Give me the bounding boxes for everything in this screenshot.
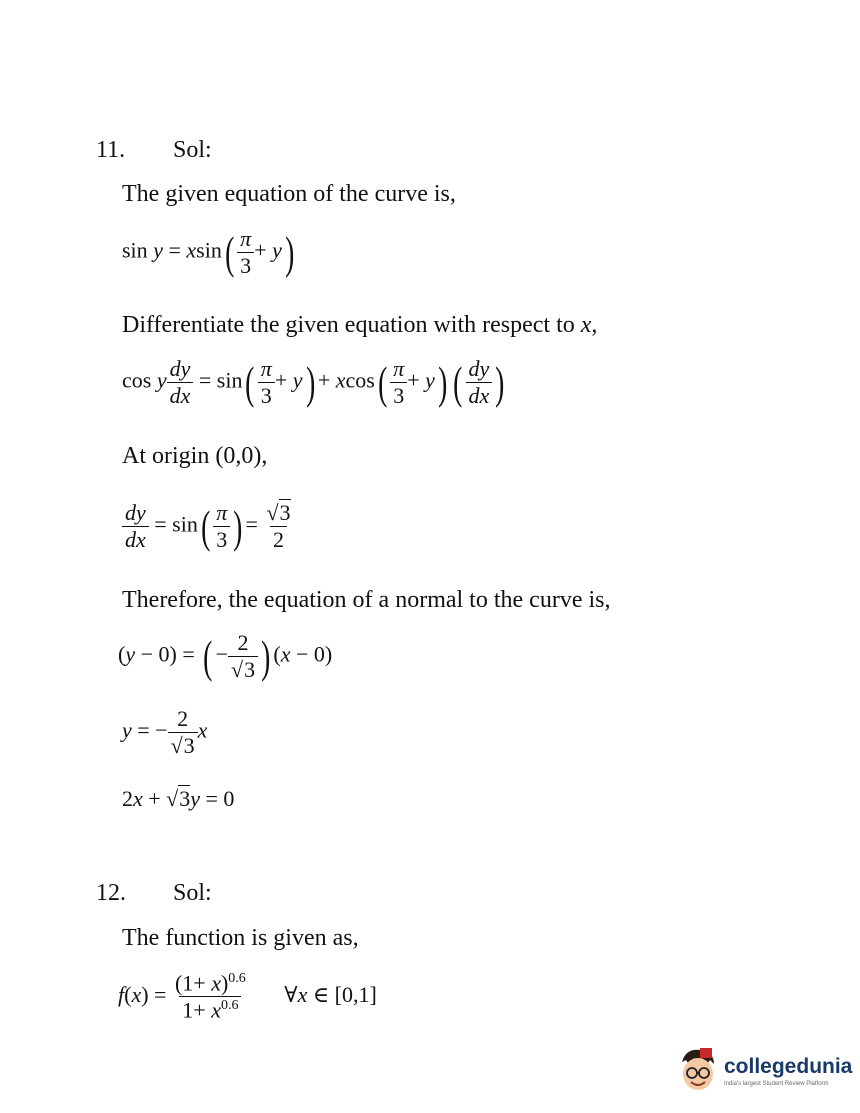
function-text: The function is given as, bbox=[122, 925, 359, 951]
sol-label-12: Sol: bbox=[173, 880, 212, 906]
equation-slope: $\frac{dy}{dx}$ = sin( $\frac{\pi}{3}$ ) = $\frac{√3}{2}$ bbox=[122, 502, 294, 551]
given-curve-text: The given equation of the curve is, bbox=[122, 181, 456, 207]
equation-normal: (y − 0) = ( − $\frac{2}{√3}$ ) (x − 0) bbox=[118, 630, 333, 682]
question-number-12: 12. bbox=[96, 880, 126, 906]
therefore-text: Therefore, the equation of a normal to the curve is, bbox=[122, 587, 611, 613]
logo-tagline: India's largest Student Review Platform bbox=[724, 1081, 829, 1087]
differentiate-text: Differentiate the given equation with respect to x, bbox=[122, 312, 598, 338]
question-number-11: 11. bbox=[96, 137, 126, 163]
logo-brand: collegedunia bbox=[724, 1055, 853, 1078]
equation-derivative: cos y $\frac{dy}{dx}$ = sin( $\frac{\pi}{3}$ + y) + xcos( $\frac{\pi}{3}$ + y) ( $\frac{dy}{dx}$ ) bbox=[122, 356, 505, 408]
origin-text: At origin (0,0), bbox=[122, 443, 268, 469]
equation-curve: sin y = xsin( $\frac{\pi}{3}$ + y) bbox=[122, 226, 295, 278]
mascot-icon bbox=[676, 1046, 720, 1096]
collegedunia-logo bbox=[676, 1046, 852, 1096]
equation-function: f(x) = $\frac{(1+ x)^{0.6}}{1+ x^{0.6}}$ ∀x ∈ [0,1] bbox=[118, 970, 377, 1023]
equation-final: 2x + √3y = 0 bbox=[122, 786, 235, 811]
sol-label-11: Sol: bbox=[173, 137, 212, 163]
equation-y: y = − $\frac{2}{√3}$ x bbox=[122, 706, 208, 758]
